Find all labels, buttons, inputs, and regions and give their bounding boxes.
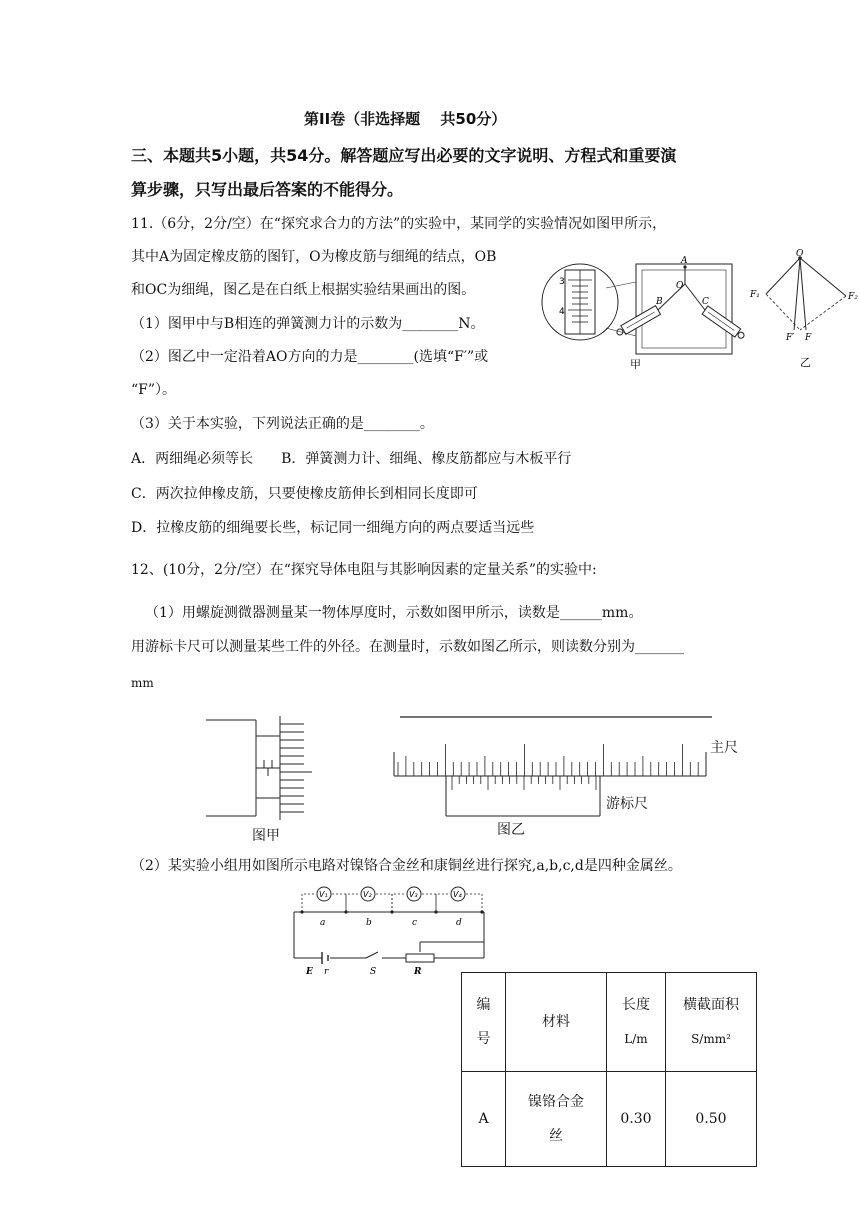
voltmeter-v1: V₁ [319,890,328,899]
q12-line1: 12、(10分，2分/空）在“探究导体电阻与其影响因素的定量关系”的实验中: [131,562,597,578]
voltmeter-v4: V₄ [453,890,462,899]
figure-micrometer [200,712,340,832]
main-scale-label: 主尺 [710,740,738,756]
figure-yi-force-diagram [750,249,860,372]
q11-option-d: D．拉橡皮筋的细绳要长些，标记同一细绳方向的两点要适当远些 [131,520,535,536]
vernier-scale-label: 游标尺 [606,796,648,812]
wire-d-label: d [456,918,462,928]
label-S: S [370,967,377,977]
scale-label-4: 4 [559,307,565,317]
header-number: 编 号 [462,973,506,1072]
yi-label-F1: F₁ [750,290,760,300]
q11-part2a: （2）图乙中一定沿着AO方向的力是________(选填“F′”或 [131,349,489,365]
q11-line1: 11.（6分，2分/空）在“探究求合力的方法”的实验中，某同学的实验情况如图甲所示， [131,216,667,232]
label-C: C [702,297,709,307]
label-B: B [656,297,663,307]
yi-label-Fprime: F′ [786,333,795,343]
caption-jia: 甲 [630,358,641,371]
row1-material: 镍铬合金 丝 [506,1072,607,1167]
label-A: A [681,256,688,266]
yi-label-O: O [796,249,804,259]
table-header-row [462,973,757,1072]
yi-label-F2: F₂ [848,292,858,302]
label-R: R [414,967,422,977]
q12-part1: （1）用螺旋测微器测量某一物体厚度时，示数如图甲所示，读数是______mm。 [145,605,643,621]
label-O: O [676,281,684,291]
figure-vernier-caliper [390,712,710,822]
q11-part1: （1）图甲中与B相连的弹簧测力计的示数为________N。 [131,316,485,332]
q12-part2: （2）某实验小组用如图所示电路对镍铬合金丝和康铜丝进行探究,a,b,c,d是四种金属丝。 [131,858,682,874]
table-row [462,1072,757,1167]
label-E: E [306,967,313,977]
figure-circuit [286,882,496,978]
header-length: 长度 L/m [607,973,666,1072]
instructions-line2: 算步骤，只写出最后答案的不能得分。 [131,180,404,199]
scale-label-3: 3 [559,277,565,287]
wire-specs-table [461,972,757,1167]
q11-part3: （3）关于本实验，下列说法正确的是________。 [131,416,434,432]
wire-c-label: c [412,918,418,928]
q11-part2b: “F”）。 [131,382,177,398]
q11-line3: 和OC为细绳，图乙是在白纸上根据实验结果画出的图。 [131,282,476,298]
header-area: 横截面积 S/mm² [666,973,757,1072]
caption-tu-yi: 图乙 [497,822,525,838]
row1-area: 0.50 [666,1072,757,1167]
q11-line2: 其中A为固定橡皮筋的图钉，O为橡皮筋与细绳的结点，OB [131,249,497,265]
row1-number: A [462,1072,506,1167]
voltmeter-v3: V₃ [409,890,418,899]
q12-part1b: 用游标卡尺可以测量某些工件的外径。在测量时，示数如图乙所示，则读数分别为_______ [131,639,684,655]
instructions-line1: 三、本题共5小题，共54分。解答题应写出必要的文字说明、方程式和重要演 [131,146,677,165]
voltmeter-v2: V₂ [363,890,372,899]
q12-part1c: mm [131,676,154,690]
header-material: 材料 [506,973,607,1072]
q11-option-ab: A．两细绳必须等长 B．弹簧测力计、细绳、橡皮筋都应与木板平行 [131,451,572,467]
yi-label-F: F [805,333,812,343]
figure-jia-force-apparatus [540,252,750,372]
wire-b-label: b [366,918,372,928]
row1-length: 0.30 [607,1072,666,1167]
wire-a-label: a [320,918,326,928]
caption-tu-jia: 图甲 [252,828,280,844]
label-r: r [324,967,329,977]
q11-option-c: C．两次拉伸橡皮筋，只要使橡皮筋伸长到相同长度即可 [131,486,478,502]
section-title: 第II卷（非选择题 共50分） [304,110,507,128]
caption-yi: 乙 [800,356,811,369]
